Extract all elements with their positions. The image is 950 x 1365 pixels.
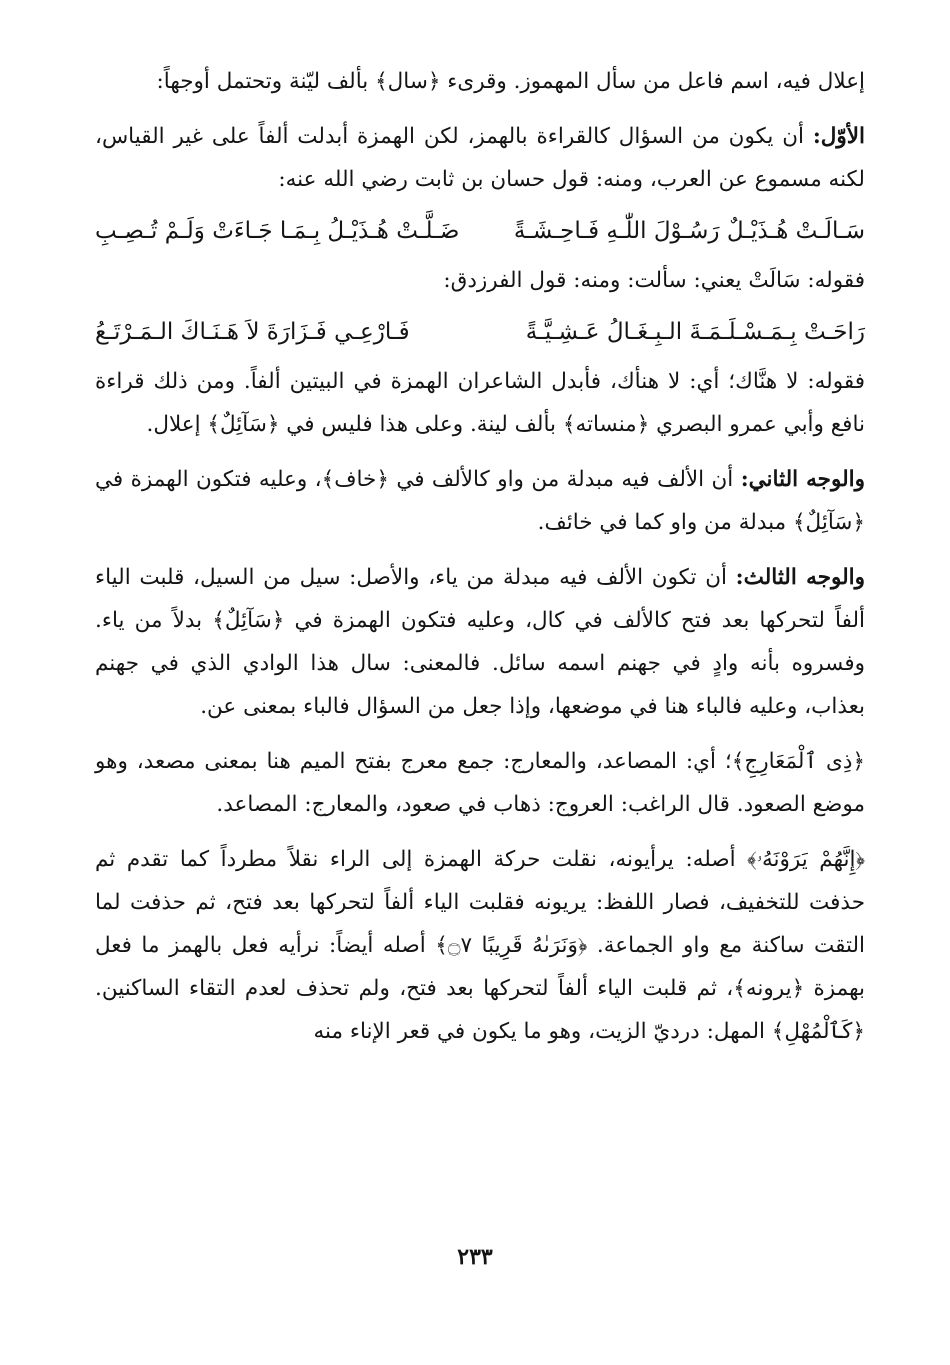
paragraph-6-text: أن تكون الألف فيه مبدلة من ياء، والأصل: سيل من السيل، قلبت الياء ألفاً لتحركها بعد فتح كالألف في كال، وعليه فتكون الهمزة في ﴿سَآئِلٌ﴾ بدلاً من ياء. وفسروه بأنه وادٍ في جهنم اسمه سائل. فالمعنى: سال هذا الوادي الذي في جهنم بعذاب، وعليه فالباء هنا في موضعها، وإذا جعل من السؤال فالباء بمعنى عن.: [95, 565, 865, 719]
paragraph-1: إعلال فيه، اسم فاعل من سأل المهموز. وقرىء ﴿سال﴾ بألف ليّنة وتحتمل أوجهاً:: [156, 69, 865, 94]
paragraph-8: ﴿إِنَّهُمْ يَرَوْنَهُۥ﴾ أصله: يرأيونه، نقلت حركة الهمزة إلى الراء نقلاً مطرداً كما تقدم ثم حذفت للتخفيف، فصار اللفظ: يريونه فقلبت الياء ألفاً لتحركها بعد فتح، ثم حذفت لما التقت ساكنة مع واو الجماعة. ﴿وَنَرَىٰهُ قَرِيبًا ۝٧﴾ أصله أيضاً: نرأيه فعل بالهمز ما فعل بهمزة ﴿يرونه﴾، ثم قلبت الياء ألفاً لتحركها بعد فتح، ولم تحذف لعدم التقاء الساكنين. ﴿كَٱلْمُهْلِ﴾ المهل: درديّ الزيت، وهو ما يكون في قعر الإناء منه: [95, 847, 865, 1044]
verse-1-second-hemistich: ضَـلَّـتْ هُـذَيْـلُ بِـمَـا جَـاءَتْ وَلَـمْ تُـصِـبِ: [95, 218, 460, 244]
verse-2-second-hemistich: فَـارْعِـي فَـزَارَةَ لاَ هَـنَـاكَ الـمَـرْتَـعُ: [95, 319, 410, 345]
verse-1-first-hemistich: سَـالَـتْ هُـذَيْـلٌ رَسُـوْلَ اللّٰـهِ فَـاحِـشَـةً: [513, 218, 865, 244]
paragraph-5: [95, 458, 865, 544]
heading-third-aspect: والوجه الثالث:: [735, 565, 865, 590]
paragraph-5-text: أن الألف فيه مبدلة من واو كالألف في ﴿خاف﴾، وعليه فتكون الهمزة في ﴿سَآئِلٌ﴾ مبدلة من واو كما في خائف.: [95, 467, 865, 535]
paragraph-2: [95, 115, 865, 201]
verse-farazdaq: [95, 308, 865, 356]
paragraph-4: فقوله: لا هنَّاك؛ أي: لا هنأك، فأبدل الشاعران الهمزة في البيتين ألفاً. ومن ذلك قراءة نافع وأبي عمرو البصري ﴿منساته﴾ بألف لينة. وعلى هذا فليس في ﴿سَآئِلٌ﴾ إعلال.: [95, 369, 865, 437]
paragraph-3: فقوله: سَالَتْ يعني: سألت: ومنه: قول الفرزدق:: [443, 268, 865, 293]
heading-first-aspect: الأوّل:: [812, 124, 865, 149]
paragraph-2-text: أن يكون من السؤال كالقراءة بالهمز، لكن الهمزة أبدلت ألفاً على غير القياس، لكنه مسموع عن العرب، ومنه: قول حسان بن ثابت رضي الله عنه:: [95, 124, 865, 192]
paragraph-6: [95, 556, 865, 728]
paragraph-7: ﴿ذِى ٱلْمَعَارِجِ﴾؛ أي: المصاعد، والمعارج: جمع معرج بفتح الميم هنا بمعنى مصعد، وهو موضع الصعود. قال الراغب: العروج: ذهاب في صعود، والمعارج: المصاعد.: [95, 749, 865, 817]
verse-hassan: [95, 207, 865, 255]
verse-2-first-hemistich: رَاحَـتْ بِـمَـسْـلَـمَـةَ الـبِـغَـالُ عَـشِـيَّـةً: [525, 319, 865, 345]
page-number: ٢٣٣: [457, 1244, 493, 1270]
page-body: [95, 60, 865, 1053]
heading-second-aspect: والوجه الثاني:: [740, 467, 865, 492]
